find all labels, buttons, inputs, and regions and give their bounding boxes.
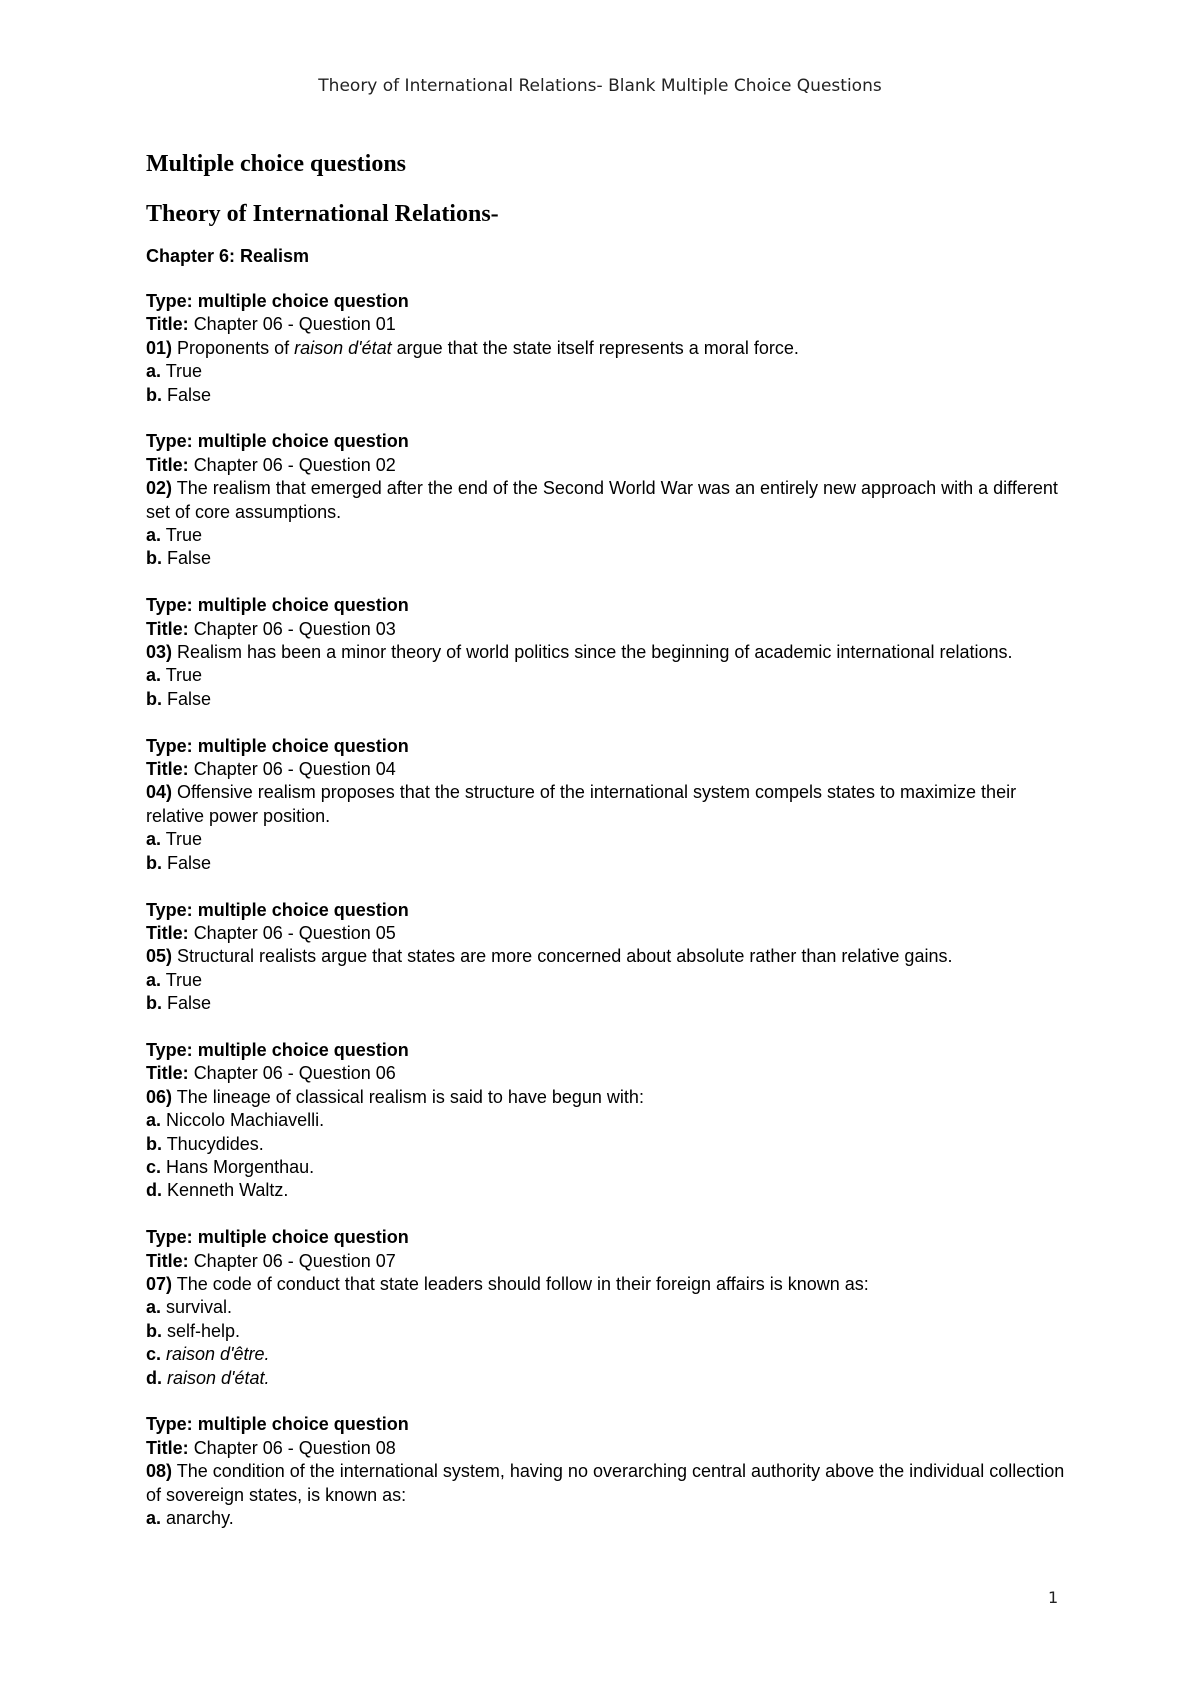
question-type-line: [146, 430, 1066, 453]
answer-option-text: False: [167, 993, 212, 1014]
answer-option-letter: b.: [146, 1133, 162, 1154]
question-text-italic: raison d'état: [294, 337, 392, 358]
question-text-post: argue that the state itself represents a moral force.: [391, 337, 799, 358]
question-text-pre: Offensive realism proposes that the structure of the international system compels states to maximize their relative power position.: [146, 782, 1017, 826]
answer-option-text: False: [167, 384, 212, 405]
question-title-label: Title:: [146, 922, 189, 943]
question-type-label: Type:: [146, 899, 193, 920]
question-type-label: Type:: [146, 431, 193, 452]
question-block: [146, 430, 1066, 570]
question-type-value: multiple choice question: [197, 1414, 409, 1435]
answer-option-letter: c.: [146, 1156, 162, 1177]
question-title-label: Title:: [146, 454, 189, 475]
question-title-label: Title:: [146, 618, 189, 639]
question-text: [146, 337, 1066, 360]
question-title-value: Chapter 06 - Question 01: [193, 314, 396, 335]
question-text-pre: The code of conduct that state leaders should follow in their foreign affairs is known as:: [176, 1273, 869, 1294]
question-number: 08): [146, 1461, 173, 1482]
question-block: [146, 735, 1066, 875]
question-list: [146, 290, 1066, 1530]
question-type-label: Type:: [146, 735, 193, 756]
question-title-value: Chapter 06 - Question 05: [193, 922, 396, 943]
question-text-pre: Structural realists argue that states are more concerned about absolute rather than relative gains.: [177, 946, 953, 967]
answer-option-letter: a.: [146, 969, 162, 990]
answer-option: [146, 688, 1066, 711]
question-title-label: Title:: [146, 314, 189, 335]
question-block: [146, 594, 1066, 711]
answer-option: [146, 547, 1066, 570]
question-type-line: [146, 594, 1066, 617]
answer-option-letter: a.: [146, 361, 162, 382]
question-title-value: Chapter 06 - Question 08: [193, 1437, 396, 1458]
question-type-line: [146, 899, 1066, 922]
question-number: 03): [146, 642, 173, 663]
question-title-value: Chapter 06 - Question 03: [193, 618, 396, 639]
answer-option: [146, 1320, 1066, 1343]
answer-option-letter: a.: [146, 665, 162, 686]
answer-option: [146, 992, 1066, 1015]
question-title-line: [146, 758, 1066, 781]
answer-option-text: self-help.: [167, 1320, 241, 1341]
question-title-label: Title:: [146, 759, 189, 780]
question-block: [146, 899, 1066, 1016]
answer-option-letter: a.: [146, 525, 162, 546]
question-type-value: multiple choice question: [197, 595, 409, 616]
question-type-label: Type:: [146, 595, 193, 616]
answer-option-text: True: [165, 665, 203, 686]
question-text: [146, 1460, 1066, 1507]
answer-option-letter: b.: [146, 1320, 162, 1341]
answer-option-letter: b.: [146, 688, 162, 709]
question-block: [146, 290, 1066, 407]
question-title-line: [146, 1437, 1066, 1460]
question-title-value: Chapter 06 - Question 07: [193, 1250, 396, 1271]
question-type-value: multiple choice question: [197, 735, 409, 756]
answer-option-letter: a.: [146, 1297, 162, 1318]
answer-option: [146, 1179, 1066, 1202]
question-number: 07): [146, 1273, 173, 1294]
question-title-label: Title:: [146, 1063, 189, 1084]
answer-option: [146, 1507, 1066, 1530]
document-body: [146, 148, 1066, 1554]
answer-option: [146, 1296, 1066, 1319]
question-type-value: multiple choice question: [197, 1227, 409, 1248]
answer-option-letter: b.: [146, 548, 162, 569]
question-title-value: Chapter 06 - Question 06: [193, 1063, 396, 1084]
question-text: [146, 781, 1066, 828]
answer-option-letter: a.: [146, 1508, 162, 1529]
answer-option-letter: b.: [146, 384, 162, 405]
answer-option-letter: d.: [146, 1180, 162, 1201]
question-type-label: Type:: [146, 1039, 193, 1060]
answer-option: [146, 360, 1066, 383]
question-title-value: Chapter 06 - Question 02: [193, 454, 396, 475]
answer-option: [146, 1343, 1066, 1366]
answer-option-text: Hans Morgenthau.: [166, 1156, 315, 1177]
question-title-line: [146, 922, 1066, 945]
question-block: [146, 1226, 1066, 1390]
question-text-pre: Proponents of: [177, 337, 295, 358]
question-number: 01): [146, 337, 173, 358]
answer-option: [146, 384, 1066, 407]
answer-option-letter: c.: [146, 1344, 162, 1365]
answer-option-text: True: [165, 829, 203, 850]
answer-option-letter: b.: [146, 993, 162, 1014]
question-text: [146, 641, 1066, 664]
question-title-line: [146, 454, 1066, 477]
question-type-value: multiple choice question: [197, 291, 409, 311]
question-type-value: multiple choice question: [197, 431, 409, 452]
answer-option-text: survival.: [166, 1297, 233, 1318]
answer-option-text: True: [165, 525, 203, 546]
question-block: [146, 1413, 1066, 1530]
question-text: [146, 945, 1066, 968]
answer-option-letter: a.: [146, 829, 162, 850]
question-title-line: [146, 1062, 1066, 1085]
question-type-line: [146, 735, 1066, 758]
question-text-pre: The condition of the international system, having no overarching central authority above the individual collection of sovereign states, is known as:: [146, 1461, 1065, 1505]
question-text-pre: The lineage of classical realism is said to have begun with:: [176, 1086, 644, 1107]
document-subheading: Theory of International Relations-: [146, 201, 499, 227]
answer-option-text: Thucydides.: [166, 1133, 264, 1154]
question-text: [146, 1273, 1066, 1296]
question-type-line: [146, 1039, 1066, 1062]
question-title-value: Chapter 06 - Question 04: [193, 759, 396, 780]
question-number: 05): [146, 946, 173, 967]
question-text-pre: Realism has been a minor theory of world politics since the beginning of academic international relations.: [177, 642, 1013, 663]
answer-option-text: False: [167, 548, 212, 569]
answer-option: [146, 852, 1066, 875]
running-header: Theory of International Relations- Blank Multiple Choice Questions: [318, 76, 882, 96]
question-number: 02): [146, 478, 173, 499]
answer-option: [146, 1109, 1066, 1132]
question-number: 06): [146, 1086, 173, 1107]
answer-option-text: anarchy.: [166, 1508, 234, 1529]
question-type-value: multiple choice question: [197, 899, 409, 920]
answer-option-letter: a.: [146, 1110, 162, 1131]
answer-option-text: Kenneth Waltz.: [167, 1180, 289, 1201]
question-type-line: [146, 290, 1066, 313]
question-title-line: [146, 1250, 1066, 1273]
answer-option-text: True: [165, 969, 203, 990]
question-text-pre: The realism that emerged after the end of the Second World War was an entirely new approach with a different set of core assumptions.: [146, 478, 1058, 522]
answer-option-text: Niccolo Machiavelli.: [166, 1110, 325, 1131]
question-title-line: [146, 313, 1066, 336]
answer-option: [146, 1133, 1066, 1156]
question-type-line: [146, 1413, 1066, 1436]
question-title-label: Title:: [146, 1250, 189, 1271]
answer-option-letter: d.: [146, 1367, 162, 1388]
document-heading: Multiple choice questions: [146, 151, 407, 177]
question-block: [146, 1039, 1066, 1203]
answer-option: [146, 969, 1066, 992]
page-number: 1: [1048, 1588, 1059, 1607]
chapter-title: Chapter 6: Realism: [146, 246, 310, 266]
question-type-label: Type:: [146, 291, 193, 311]
question-text: [146, 1086, 1066, 1109]
answer-option-text: True: [165, 361, 203, 382]
question-title-line: [146, 618, 1066, 641]
answer-option-letter: b.: [146, 852, 162, 873]
question-title-label: Title:: [146, 1437, 189, 1458]
answer-option: [146, 524, 1066, 547]
question-type-label: Type:: [146, 1414, 193, 1435]
answer-option-text: raison d'état.: [167, 1367, 270, 1388]
question-type-line: [146, 1226, 1066, 1249]
answer-option-text: False: [167, 852, 212, 873]
answer-option: [146, 1367, 1066, 1390]
question-number: 04): [146, 782, 173, 803]
question-type-label: Type:: [146, 1227, 193, 1248]
answer-option-text: raison d'être.: [166, 1344, 270, 1365]
answer-option: [146, 828, 1066, 851]
answer-option: [146, 664, 1066, 687]
answer-option: [146, 1156, 1066, 1179]
answer-option-text: False: [167, 688, 212, 709]
question-text: [146, 477, 1066, 524]
question-type-value: multiple choice question: [197, 1039, 409, 1060]
